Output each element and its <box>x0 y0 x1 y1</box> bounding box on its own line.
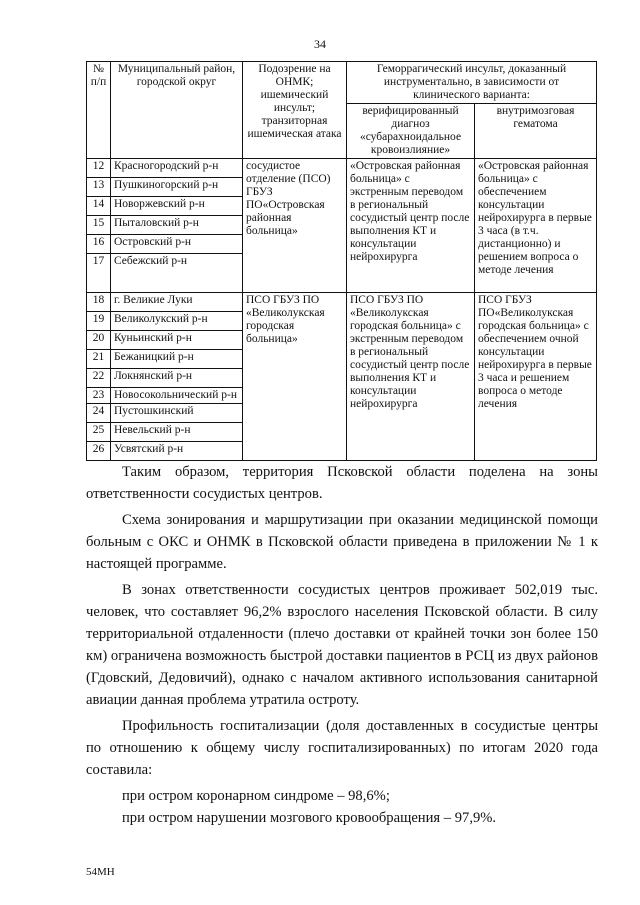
row-number: 17 <box>87 254 111 293</box>
district-name: Локнянский р-н <box>111 369 243 388</box>
row-number: 25 <box>87 423 111 442</box>
row-number: 24 <box>87 404 111 423</box>
row-number: 23 <box>87 388 111 404</box>
district-name: Пыталовский р-н <box>111 216 243 235</box>
routing-table <box>86 61 597 461</box>
list-item: при остром нарушении мозгового кровообращения – 97,9%. <box>122 810 497 826</box>
row-number: 19 <box>87 312 111 331</box>
district-name: Великолукский р-н <box>111 312 243 331</box>
body-text <box>86 461 598 829</box>
district-name: Усвятский р-н <box>111 442 243 461</box>
table-row <box>87 293 597 312</box>
district-name: Невельский р-н <box>111 423 243 442</box>
paragraph: Схема зонирования и маршрутизации при оказании медицинской помощи больным с ОКС и ОНМК в Псковской области приведена в приложении № 1 к настоящей программе. <box>86 512 598 572</box>
district-name: Пушкиногорский р-н <box>111 178 243 197</box>
row-number: 18 <box>87 293 111 312</box>
header-district: Муниципальный район, городской округ <box>111 62 243 159</box>
group-b-suspicion: ПСО ГБУЗ ПО «Великолукская городская больница» <box>243 293 347 461</box>
district-name: Красногородский р-н <box>111 159 243 178</box>
table-row <box>87 159 597 178</box>
group-a-hematoma: «Островская районная больница» с обеспечением консультации нейрохирурга в первые 3 часа (в т.ч. дистанционно) и решением вопроса о методе лечения <box>475 159 597 293</box>
row-number: 20 <box>87 331 111 350</box>
row-number: 12 <box>87 159 111 178</box>
group-b-hematoma: ПСО ГБУЗ ПО«Великолукская городская больница» с обеспечением очной консультации нейрохирурга в первые 3 часа и решением вопроса о методе лечения <box>475 293 597 461</box>
row-number: 14 <box>87 197 111 216</box>
row-number: 26 <box>87 442 111 461</box>
header-suspicion: Подозрение на ОНМК; ишемический инсульт; транзиторная ишемическая атака <box>243 62 347 159</box>
header-hemorrhagic: Геморрагический инсульт, доказанный инструментально, в зависимости от клинического варианта: <box>347 62 597 104</box>
row-number: 13 <box>87 178 111 197</box>
group-a-verified: «Островская районная больница» с экстренным переводом в региональный сосудистый центр после выполнения КТ и консультации нейрохирурга <box>347 159 475 293</box>
paragraph: Таким образом, территория Псковской области поделена на зоны ответственности сосудистых центров. <box>86 464 598 502</box>
row-number: 22 <box>87 369 111 388</box>
page-number: 34 <box>314 37 326 51</box>
district-name: Островский р-н <box>111 235 243 254</box>
district-name: Куньинский р-н <box>111 331 243 350</box>
district-name: Новоржевский р-н <box>111 197 243 216</box>
row-number: 21 <box>87 350 111 369</box>
district-name: Бежаницкий р-н <box>111 350 243 369</box>
district-name: Себежский р-н <box>111 254 243 293</box>
district-name: Пустошкинский <box>111 404 243 423</box>
header-hematoma: внутримозговая гематома <box>475 104 597 159</box>
district-name: Новосокольнический р-н <box>111 388 243 404</box>
header-num: № п/п <box>87 62 111 159</box>
district-name: г. Великие Луки <box>111 293 243 312</box>
group-a-suspicion: сосудистое отделение (ПСО) ГБУЗ ПО«Островская районная больница» <box>243 159 347 293</box>
table-header-row <box>87 62 597 104</box>
paragraph: Профильность госпитализации (доля доставленных в сосудистые центры по отношению к общему числу госпитализированных) по итогам 2020 года составила: <box>86 718 598 778</box>
header-verified: верифицированный диагноз «субарахноидальное кровоизлияние» <box>347 104 475 159</box>
group-b-verified: ПСО ГБУЗ ПО «Великолукская городская больница» с экстренным переводом в региональный сосудистый центр после выполнения КТ и консультации нейрохирурга <box>347 293 475 461</box>
paragraph: В зонах ответственности сосудистых центров проживает 502,019 тыс. человек, что составляет 96,2% взрослого населения Псковской области. В силу территориальной отдаленности (плечо доставки от крайней точки зон более 150 км) ограничена возможность быстрой доставки пациентов в РСЦ из двух районов (Гдовский, Дедовичий), однако с началом активного использования санитарной авиации данная проблема утратила остроту. <box>86 582 598 708</box>
row-number: 16 <box>87 235 111 254</box>
list-item: при остром коронарном синдроме – 98,6%; <box>122 788 390 804</box>
row-number: 15 <box>87 216 111 235</box>
footer-code: 54МН <box>86 866 115 878</box>
